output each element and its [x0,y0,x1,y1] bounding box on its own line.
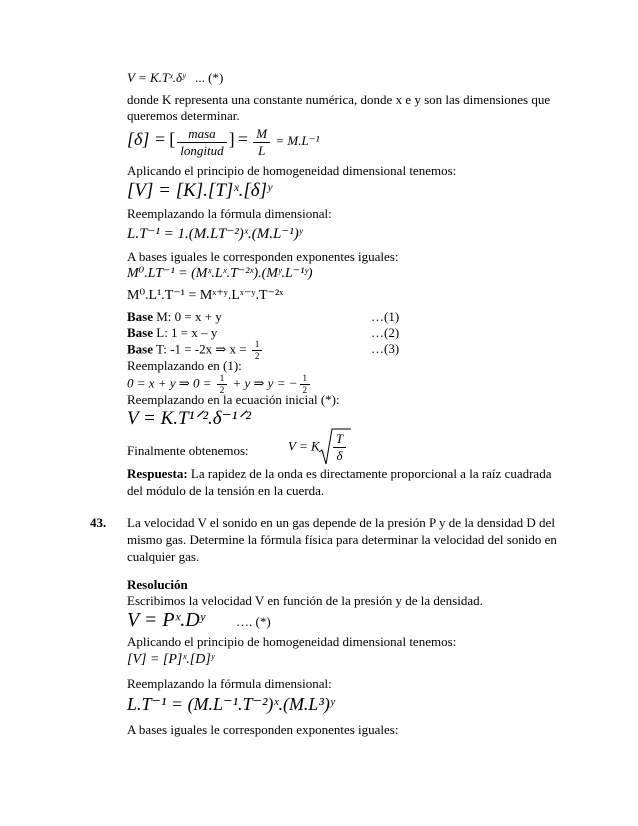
delta-rhs: = M.L⁻¹ [275,133,320,149]
fraction-numerator: 1 [302,373,307,383]
equation-tag: …(2) [371,325,400,340]
square-root-symbol [325,428,349,466]
base-m-line [127,310,222,325]
paragraph-line: queremos determinar. [127,108,240,123]
fraction-masa-longitud [177,126,226,158]
answer-line: del módulo de la tensión en la cuerda. [127,483,325,498]
fraction-denominator: longitud [177,142,226,159]
problem-text: cualquier gas. [127,549,200,564]
paragraph-line: A bases iguales le corresponden exponentes iguales: [127,249,399,264]
paragraph-line: Reemplazando la fórmula dimensional: [127,676,332,691]
paragraph-line: Aplicando el principio de homogeneidad dimensional tenemos: [127,634,457,649]
fraction-denominator: 2 [300,384,311,396]
fraction-one-half [252,339,263,362]
dimensional-equation: M⁰.L¹.T⁻¹ = Mˣ⁺ʸ.Lˣ⁻ʸ.T⁻²ˣ [127,288,284,303]
equation-tag: …. (*) [236,614,271,629]
equation-tag: ... (*) [195,70,224,85]
problem-text: La velocidad V el sonido en un gas depende de la presión P y de la densidad D del [127,515,555,530]
homogeneity-equation: [V] = [K].[T]ˣ.[δ]ʸ [127,180,272,201]
base-equation: M: 0 = x + y [153,309,222,324]
result-equation: V = K.T¹ᐟ².δ⁻¹ᐟ² [127,408,252,429]
equation-text: V = K.Tˣ.δʸ [127,70,186,85]
equation-pd [127,609,271,632]
paragraph-line: Escribimos la velocidad V en función de la presión y de la densidad. [127,593,483,608]
dimensional-equation: L.T⁻¹ = 1.(M.LT⁻²)ˣ.(M.L⁻¹)ʸ [127,226,303,242]
fraction-t-delta [333,431,346,463]
fraction-numerator: masa [188,126,216,141]
answer-label: Respuesta: [127,466,188,481]
paragraph-line: Aplicando el principio de homogeneidad dimensional tenemos: [127,163,457,178]
delta-lhs: [δ] = [127,129,167,150]
paragraph-line: Finalmente obtenemos: [127,443,249,458]
paragraph-line: Reemplazando la fórmula dimensional: [127,206,332,221]
fraction-denominator: 2 [217,384,228,396]
paragraph-line: A bases iguales le corresponden exponentes iguales: [127,722,399,737]
fraction-numerator: 1 [254,339,260,349]
fraction-numerator: 1 [219,373,225,383]
solve-part: + y ⇒ y = − [229,375,298,391]
fraction-denominator: L [253,142,270,159]
delta-definition: [δ] = [ $\frac{\text{masa}}{\text{longitud}}$ ] = $\frac{M}{L}$ = M.L⁻¹ [127,126,320,158]
section-heading: Resolución [127,577,188,592]
base-equation: L: 1 = x – y [153,325,218,340]
fraction-numerator: M [256,126,268,141]
answer-line [127,467,551,482]
equation-star [127,71,223,86]
base-label: Base [127,341,153,357]
problem-text: mismo gas. Determine la fórmula física para determinar la velocidad del sonido en [127,532,557,547]
answer-text: La rapidez de la onda es directamente proporcional a la raíz cuadrada [187,466,552,481]
fraction-m-l [253,126,270,158]
paragraph-line: donde K representa una constante numérica, donde x e y son las dimensiones que [127,92,551,107]
equation-tag: …(3) [371,341,400,356]
paragraph-line: Reemplazando en (1): [127,358,242,373]
equation-text: V = Pˣ.Dʸ [127,609,205,631]
base-equation: T: -1 = -2x ⇒ x = [153,341,250,357]
homogeneity-equation: [V] = [P]ˣ.[D]ʸ [127,652,215,667]
dimensional-equation: M⁰.LT⁻¹ = (Mˣ.Lˣ.T⁻²ˣ).(Mʸ.L⁻¹ʸ) [127,266,313,281]
equation-tag: …(1) [371,309,400,324]
fraction-denominator: δ [333,447,346,464]
final-formula [288,428,349,466]
fraction-numerator: T [335,431,344,446]
final-formula-lhs: V = K [288,438,320,454]
base-label: Base [127,325,153,340]
solve-part: 0 = x + y ⇒ 0 = [127,375,215,391]
fraction-denominator: 2 [252,350,263,362]
base-label: Base [127,309,153,324]
paragraph-line: Reemplazando en la ecuación inicial (*): [127,392,340,407]
problem-number: 43. [90,515,107,530]
dimensional-equation: L.T⁻¹ = (M.L⁻¹.T⁻²)ˣ.(M.L³)ʸ [127,694,335,714]
